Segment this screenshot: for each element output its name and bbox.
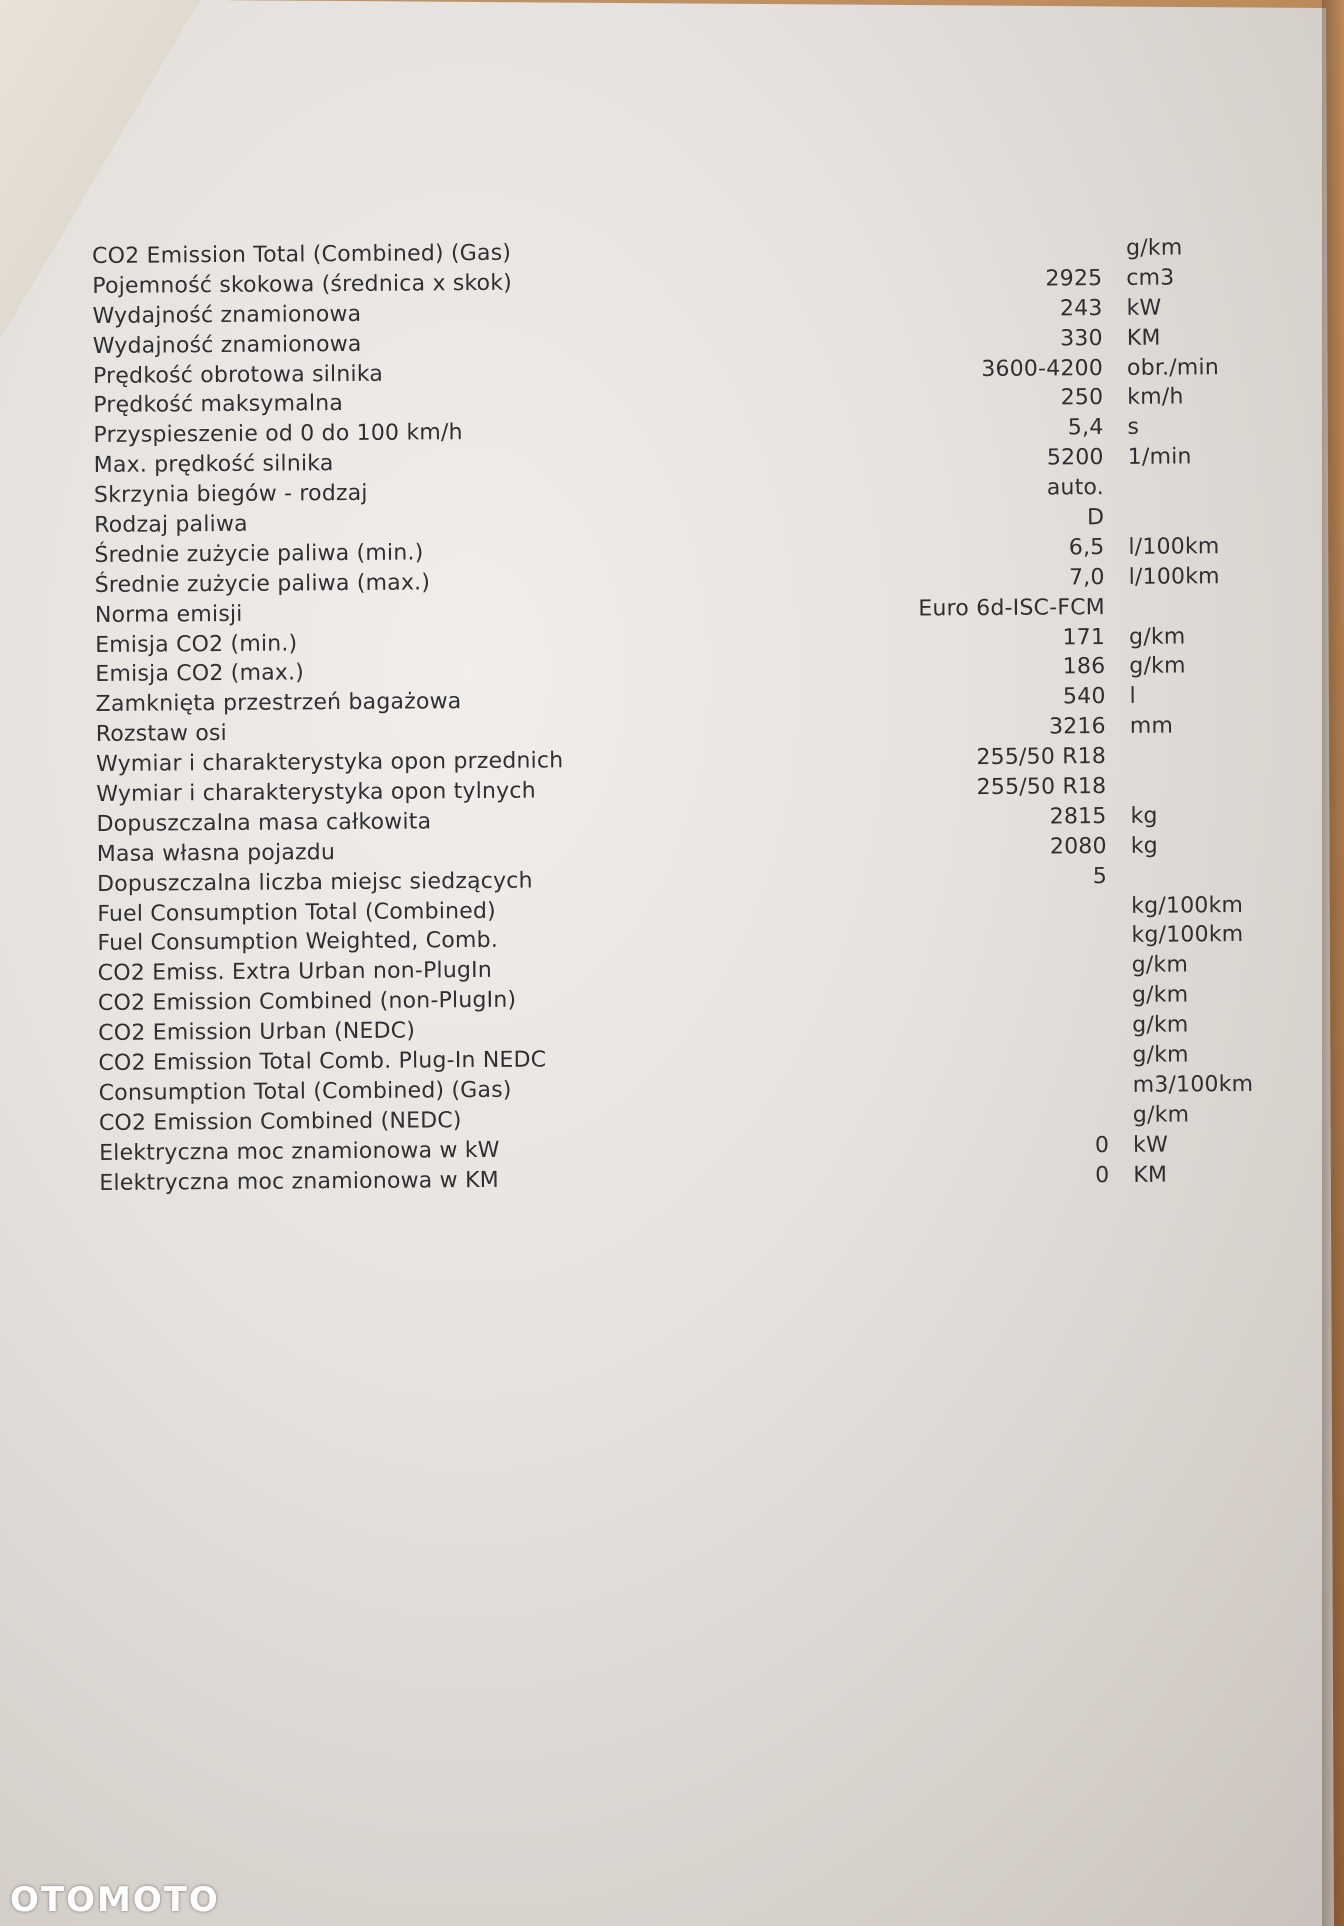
spec-unit: m3/100km — [1132, 1071, 1254, 1098]
spec-label: Elektryczna moc znamionowa w kW — [99, 1137, 500, 1166]
spec-value: 250 — [1060, 385, 1104, 411]
spec-label: Dopuszczalna masa całkowita — [96, 809, 432, 837]
spec-label: CO2 Emission Combined (non-PlugIn) — [97, 987, 517, 1017]
spec-label: CO2 Emission Total Comb. Plug-In NEDC — [98, 1047, 547, 1077]
spec-label: Fuel Consumption Weighted, Comb. — [97, 928, 499, 957]
spec-label: Średnie zużycie paliwa (max.) — [94, 570, 431, 598]
spec-value: 6,5 — [1068, 534, 1105, 561]
spec-value: 5200 — [1046, 445, 1104, 471]
spec-label: Przyspieszenie od 0 do 100 km/h — [93, 420, 463, 449]
spec-value: 2925 — [1045, 265, 1103, 292]
spec-label: Średnie zużycie paliwa (min.) — [94, 540, 424, 568]
spec-unit: l — [1129, 684, 1136, 710]
spec-label: Prędkość obrotowa silnika — [92, 361, 384, 389]
spec-label: CO2 Emission Combined (NEDC) — [98, 1107, 462, 1136]
spec-label: Wymiar i charakterystyka opon przednich — [95, 748, 564, 778]
spec-label: Wymiar i charakterystyka opon tylnych — [96, 778, 536, 808]
spec-value: 255/50 R18 — [976, 744, 1107, 771]
spec-value: Euro 6d-ISC-FCM — [918, 594, 1105, 622]
spec-label: Wydajność znamionowa — [92, 331, 362, 359]
spec-unit: km/h — [1127, 384, 1184, 411]
spec-value: D — [1086, 505, 1105, 531]
spec-label: CO2 Emission Total (Combined) (Gas) — [92, 240, 512, 269]
spec-value: 0 — [1094, 1132, 1110, 1158]
spec-label: Emisja CO2 (min.) — [95, 630, 298, 658]
spec-label: Skrzynia biegów - rodzaj — [93, 480, 368, 509]
spec-value: 7,0 — [1068, 564, 1105, 591]
spec-value: 5,4 — [1067, 415, 1104, 441]
spec-label: Dopuszczalna liczba miejsc siedzących — [96, 868, 533, 897]
spec-unit: g/km — [1131, 952, 1189, 979]
spec-label: Masa własna pojazdu — [96, 839, 336, 867]
spec-value: 3216 — [1048, 714, 1106, 740]
spec-unit: g/km — [1132, 1012, 1189, 1039]
spec-label: Consumption Total (Combined) (Gas) — [98, 1077, 512, 1106]
spec-unit: obr./min — [1126, 354, 1220, 381]
vehicle-spec-table — [92, 235, 1254, 1201]
spec-unit: g/km — [1125, 235, 1183, 261]
spec-unit: kg/100km — [1131, 892, 1244, 919]
spec-unit: kg — [1130, 833, 1158, 859]
spec-unit: l/100km — [1128, 563, 1220, 590]
spec-label: CO2 Emiss. Extra Urban non-PlugIn — [97, 958, 493, 987]
spec-value: 243 — [1059, 295, 1103, 322]
spec-label: Max. prędkość silnika — [93, 451, 334, 479]
spec-value: 540 — [1062, 684, 1106, 710]
spec-unit: cm3 — [1126, 265, 1175, 291]
spec-unit: g/km — [1132, 1102, 1190, 1128]
spec-value: 171 — [1062, 624, 1106, 650]
spec-unit: s — [1127, 415, 1140, 441]
spec-unit: KM — [1133, 1162, 1168, 1188]
spec-unit: kW — [1126, 295, 1162, 321]
spec-label: Emisja CO2 (max.) — [95, 660, 305, 688]
spec-value: 186 — [1062, 654, 1106, 680]
spec-unit: g/km — [1129, 653, 1186, 680]
spec-unit: 1/min — [1127, 444, 1192, 471]
spec-unit: g/km — [1129, 624, 1186, 650]
watermark-text: OTOMOTO — [10, 1880, 220, 1920]
spec-value: 2815 — [1049, 803, 1107, 830]
sheet-edge-shadow — [1322, 0, 1344, 1926]
spec-unit: mm — [1129, 713, 1174, 740]
spec-label: Pojemność skokowa (średnica x skok) — [92, 270, 513, 299]
spec-value: 2080 — [1049, 833, 1107, 860]
spec-value: 330 — [1060, 325, 1103, 352]
spec-label: Rozstaw osi — [95, 721, 228, 748]
spec-unit: KM — [1126, 325, 1161, 351]
spec-value: 5 — [1092, 863, 1108, 889]
spec-label: Rodzaj paliwa — [94, 511, 248, 539]
spec-unit: kW — [1133, 1132, 1169, 1158]
spec-value: 3600-4200 — [981, 355, 1104, 382]
spec-unit: g/km — [1131, 982, 1189, 1009]
spec-value: 255/50 R18 — [976, 774, 1107, 801]
spec-label: Prędkość maksymalna — [93, 391, 344, 419]
spec-label: CO2 Emission Urban (NEDC) — [98, 1018, 416, 1047]
spec-unit: g/km — [1132, 1042, 1189, 1068]
spec-label: Zamknięta przestrzeń bagażowa — [95, 689, 462, 718]
spec-label: Fuel Consumption Total (Combined) — [97, 898, 497, 927]
spec-label: Wydajność znamionowa — [92, 301, 362, 329]
spec-unit: kg — [1130, 803, 1158, 829]
spec-value: auto. — [1046, 475, 1105, 501]
spec-value: 0 — [1095, 1162, 1110, 1188]
spec-label: Elektryczna moc znamionowa w KM — [99, 1167, 499, 1196]
spec-label: Norma emisji — [94, 601, 243, 628]
otomoto-watermark — [10, 1880, 220, 1920]
spec-unit: kg/100km — [1131, 922, 1244, 949]
spec-unit: l/100km — [1128, 534, 1220, 560]
